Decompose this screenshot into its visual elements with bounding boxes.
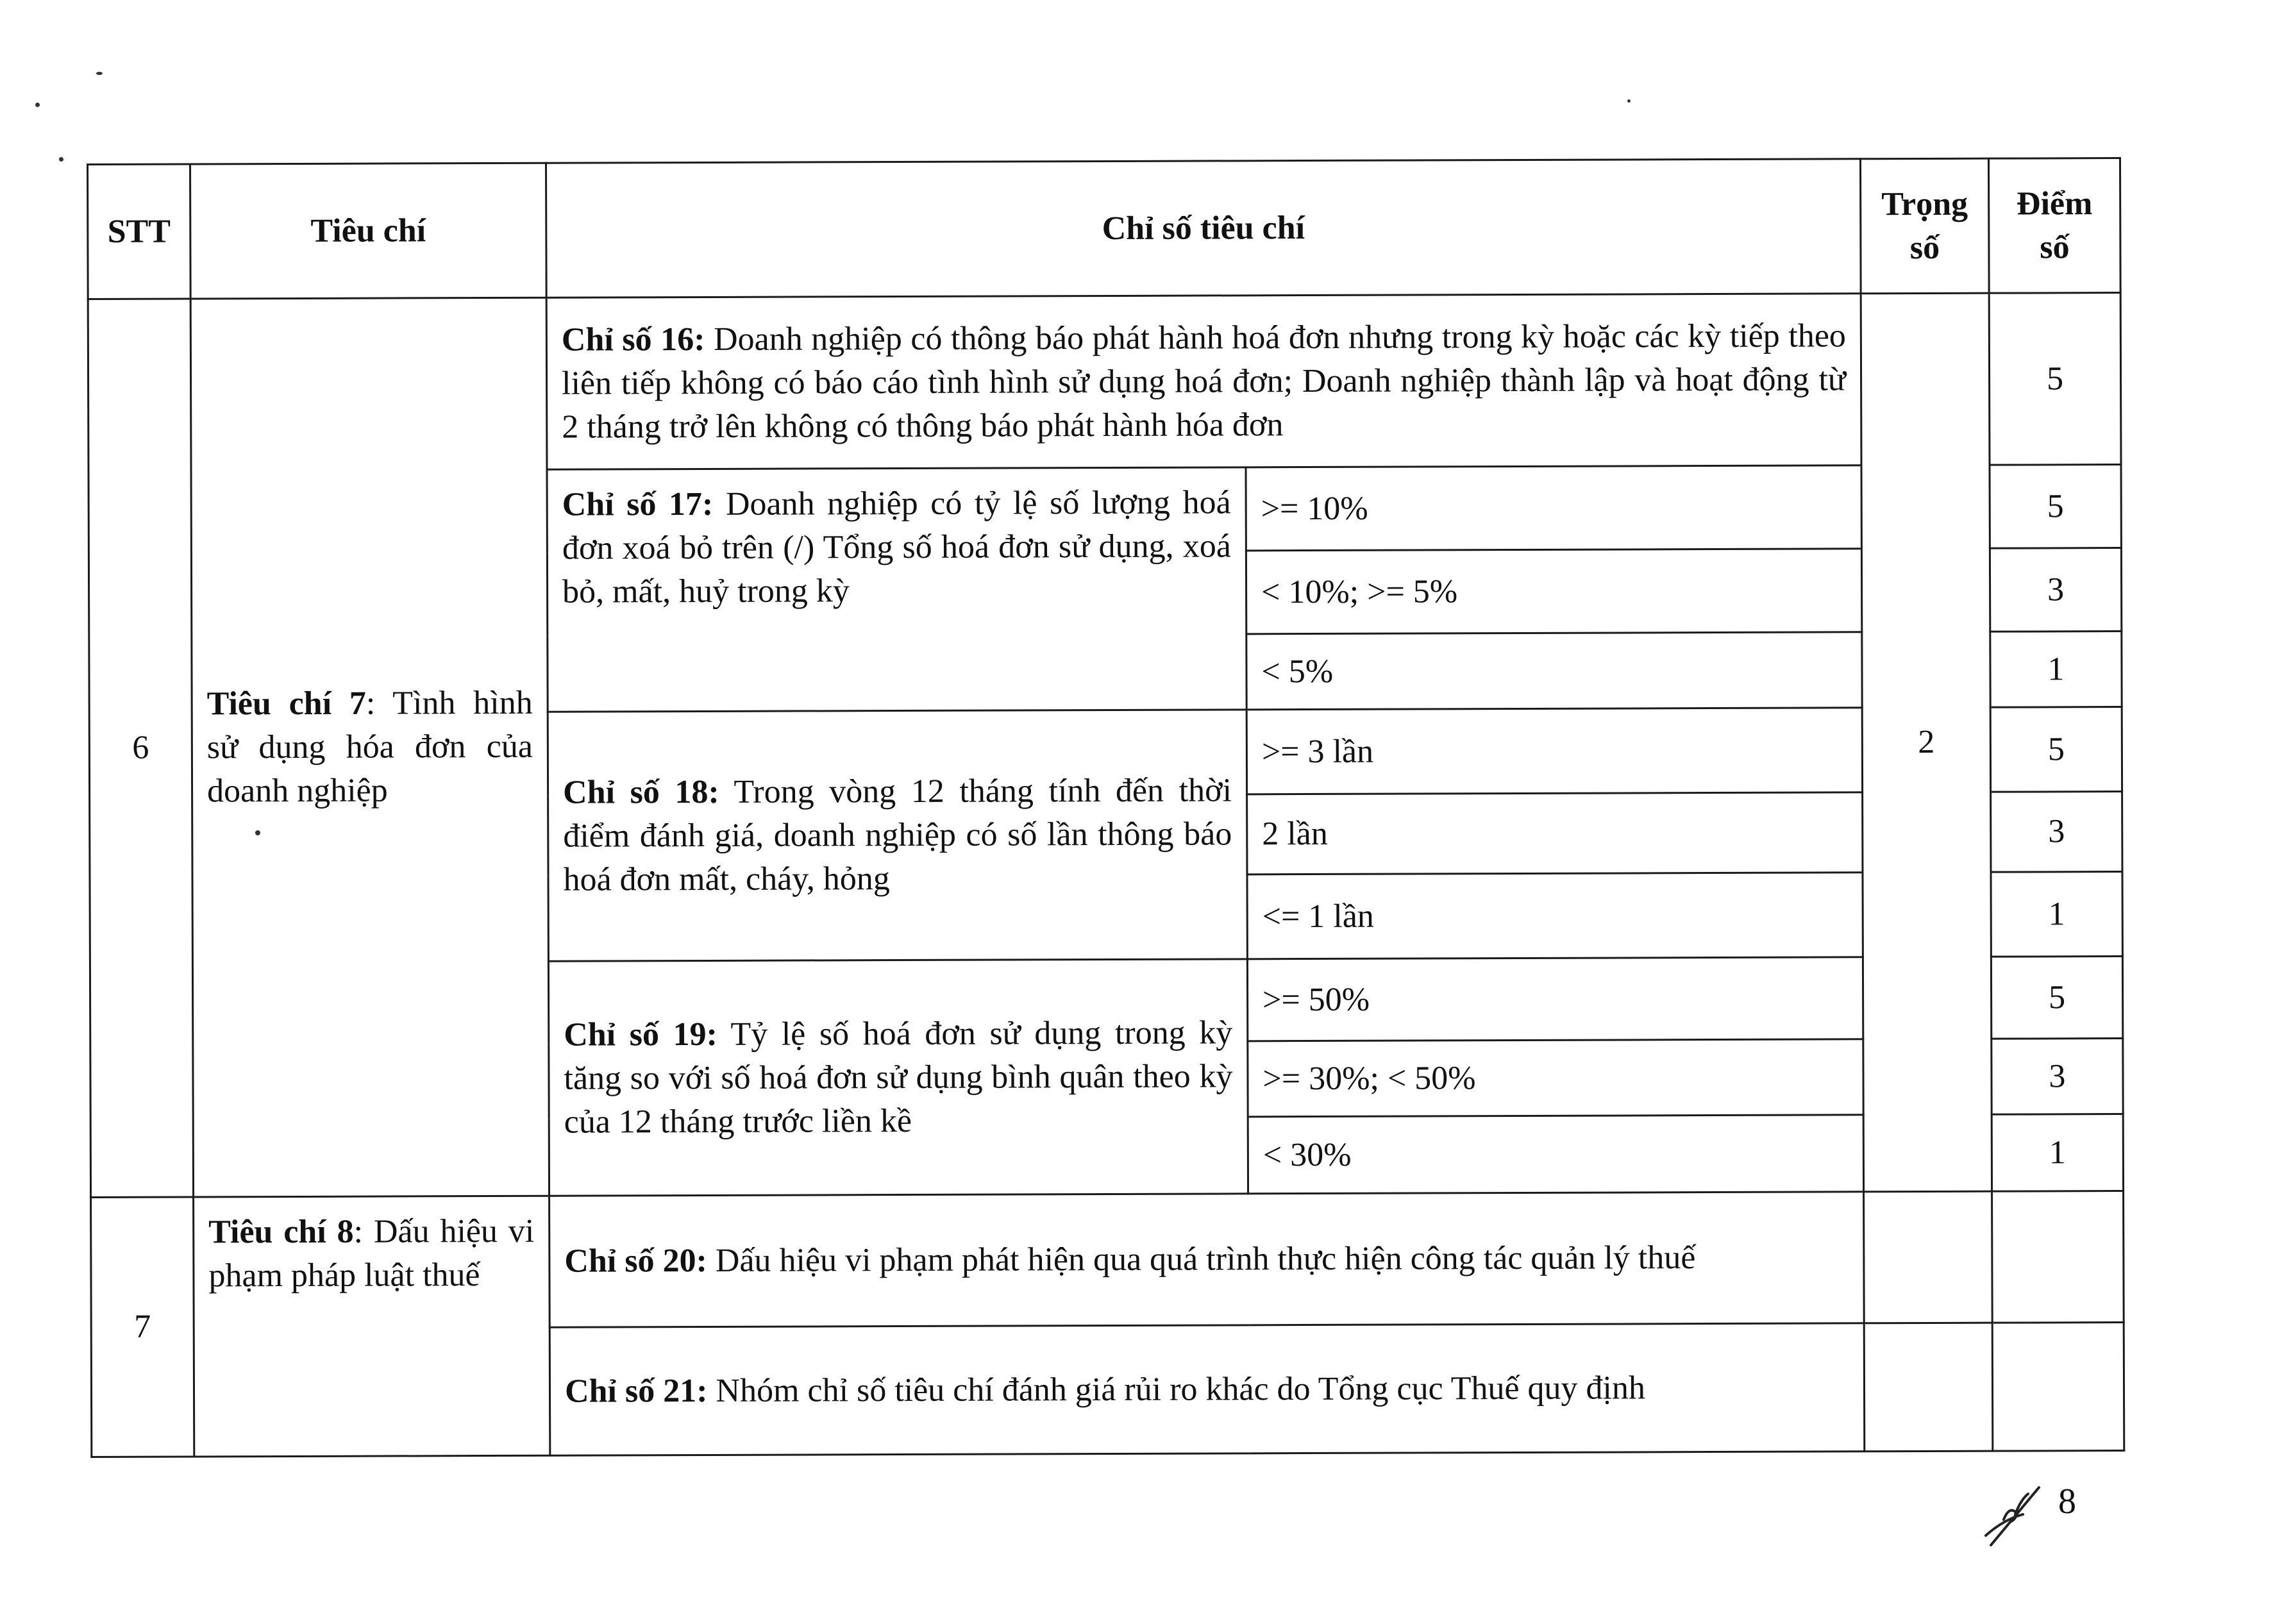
stt-cell: 7 bbox=[91, 1197, 194, 1457]
indicator-text: Doanh nghiệp có thông báo phát hành hoá đơn nhưng trong kỳ hoặc các kỳ tiếp theo liên tiếp không có báo cáo tình hình sử dụng hoá đơn; Doanh nghiệp thành lập và hoạt động từ 2 tháng trở lên không có thông báo phát hành hóa đơn bbox=[561, 317, 1847, 446]
weight-cell: 2 bbox=[1861, 293, 1992, 1192]
criterion-cell bbox=[190, 297, 549, 1197]
scan-speck bbox=[96, 72, 103, 75]
criterion-cell bbox=[194, 1196, 550, 1457]
indicator-cell bbox=[546, 294, 1861, 469]
score-cell: 5 bbox=[1990, 465, 2121, 549]
indicator-text: Tỷ lệ số hoá đơn sử dụng trong kỳ tăng so với số hoá đơn sử dụng bình quân theo kỳ của 12 tháng trước liền kề bbox=[564, 1014, 1233, 1141]
scan-speck bbox=[255, 830, 260, 835]
condition-cell: < 30% bbox=[1248, 1115, 1863, 1194]
indicator-cell bbox=[547, 467, 1246, 712]
initials-signature bbox=[1978, 1475, 2106, 1552]
score-cell bbox=[1992, 1191, 2124, 1323]
indicator-text: Nhóm chỉ số tiêu chí đánh giá rủi ro khác do Tổng cục Thuế quy định bbox=[707, 1369, 1646, 1409]
page-number: 8 bbox=[2058, 1482, 2076, 1521]
indicator-cell bbox=[548, 959, 1248, 1196]
scan-speck bbox=[59, 157, 63, 162]
condition-cell: 2 lần bbox=[1247, 792, 1863, 875]
weight-cell bbox=[1864, 1191, 1993, 1323]
table-row bbox=[88, 293, 2121, 471]
header-indicator: Chỉ số tiêu chí bbox=[546, 159, 1861, 297]
stt-cell: 6 bbox=[88, 299, 193, 1197]
indicator-cell bbox=[549, 1323, 1865, 1455]
criteria-table bbox=[87, 157, 2125, 1458]
indicator-text: Doanh nghiệp có tỷ lệ số lượng hoá đơn xoá bỏ trên (/) Tổng số hoá đơn sử dụng, xoá bỏ, mất, huỷ trong kỳ bbox=[562, 484, 1231, 610]
indicator-text: Dấu hiệu vi phạm phát hiện qua quá trình thực hiện công tác quản lý thuế bbox=[707, 1239, 1696, 1279]
header-row bbox=[88, 158, 2121, 299]
header-stt: STT bbox=[88, 164, 191, 299]
indicator-cell bbox=[549, 1192, 1865, 1327]
condition-cell: < 10%; >= 5% bbox=[1246, 549, 1861, 634]
condition-cell: <= 1 lần bbox=[1247, 873, 1863, 959]
score-cell: 5 bbox=[1989, 293, 2121, 465]
score-cell: 1 bbox=[1990, 632, 2122, 708]
indicator-label: Chỉ số 17: bbox=[562, 485, 714, 523]
score-cell: 3 bbox=[1990, 548, 2121, 632]
criterion-label: Tiêu chí 8 bbox=[208, 1213, 354, 1251]
condition-cell: >= 50% bbox=[1247, 957, 1863, 1041]
indicator-label: Chỉ số 19: bbox=[564, 1016, 717, 1053]
score-cell: 5 bbox=[1991, 957, 2122, 1039]
indicator-cell bbox=[548, 710, 1247, 961]
indicator-label: Chỉ số 16: bbox=[561, 321, 705, 358]
header-score: Điểm số bbox=[1988, 158, 2120, 294]
weight-cell bbox=[1864, 1323, 1993, 1452]
table-row bbox=[91, 1191, 2124, 1329]
indicator-text: Trong vòng 12 tháng tính đến thời điểm đánh giá, doanh nghiệp có số lần thông báo hoá đơn mất, cháy, hỏng bbox=[563, 772, 1232, 898]
condition-cell: < 5% bbox=[1246, 632, 1862, 710]
condition-cell: >= 30%; < 50% bbox=[1248, 1039, 1863, 1117]
indicator-label: Chỉ số 21: bbox=[564, 1372, 708, 1410]
scan-speck bbox=[35, 103, 40, 107]
score-cell: 5 bbox=[1990, 707, 2122, 792]
indicator-label: Chỉ số 20: bbox=[564, 1242, 707, 1280]
score-cell: 3 bbox=[1991, 792, 2122, 873]
score-cell: 3 bbox=[1992, 1039, 2123, 1115]
score-cell bbox=[1992, 1323, 2124, 1452]
criterion-text: : Tình hình sử dụng hóa đơn của doanh nghiệp bbox=[206, 684, 533, 810]
indicator-label: Chỉ số 18: bbox=[562, 773, 719, 811]
header-criterion: Tiêu chí bbox=[190, 163, 547, 299]
condition-cell: >= 10% bbox=[1246, 465, 1861, 551]
score-cell: 1 bbox=[1991, 872, 2122, 957]
criterion-label: Tiêu chí 7 bbox=[206, 685, 366, 723]
header-weight: Trọng số bbox=[1860, 158, 1989, 294]
condition-cell: >= 3 lần bbox=[1246, 708, 1862, 794]
scan-speck bbox=[1627, 99, 1631, 103]
score-cell: 1 bbox=[1992, 1114, 2123, 1192]
criterion-text: : Dấu hiệu vi phạm pháp luật thuế bbox=[208, 1212, 535, 1294]
